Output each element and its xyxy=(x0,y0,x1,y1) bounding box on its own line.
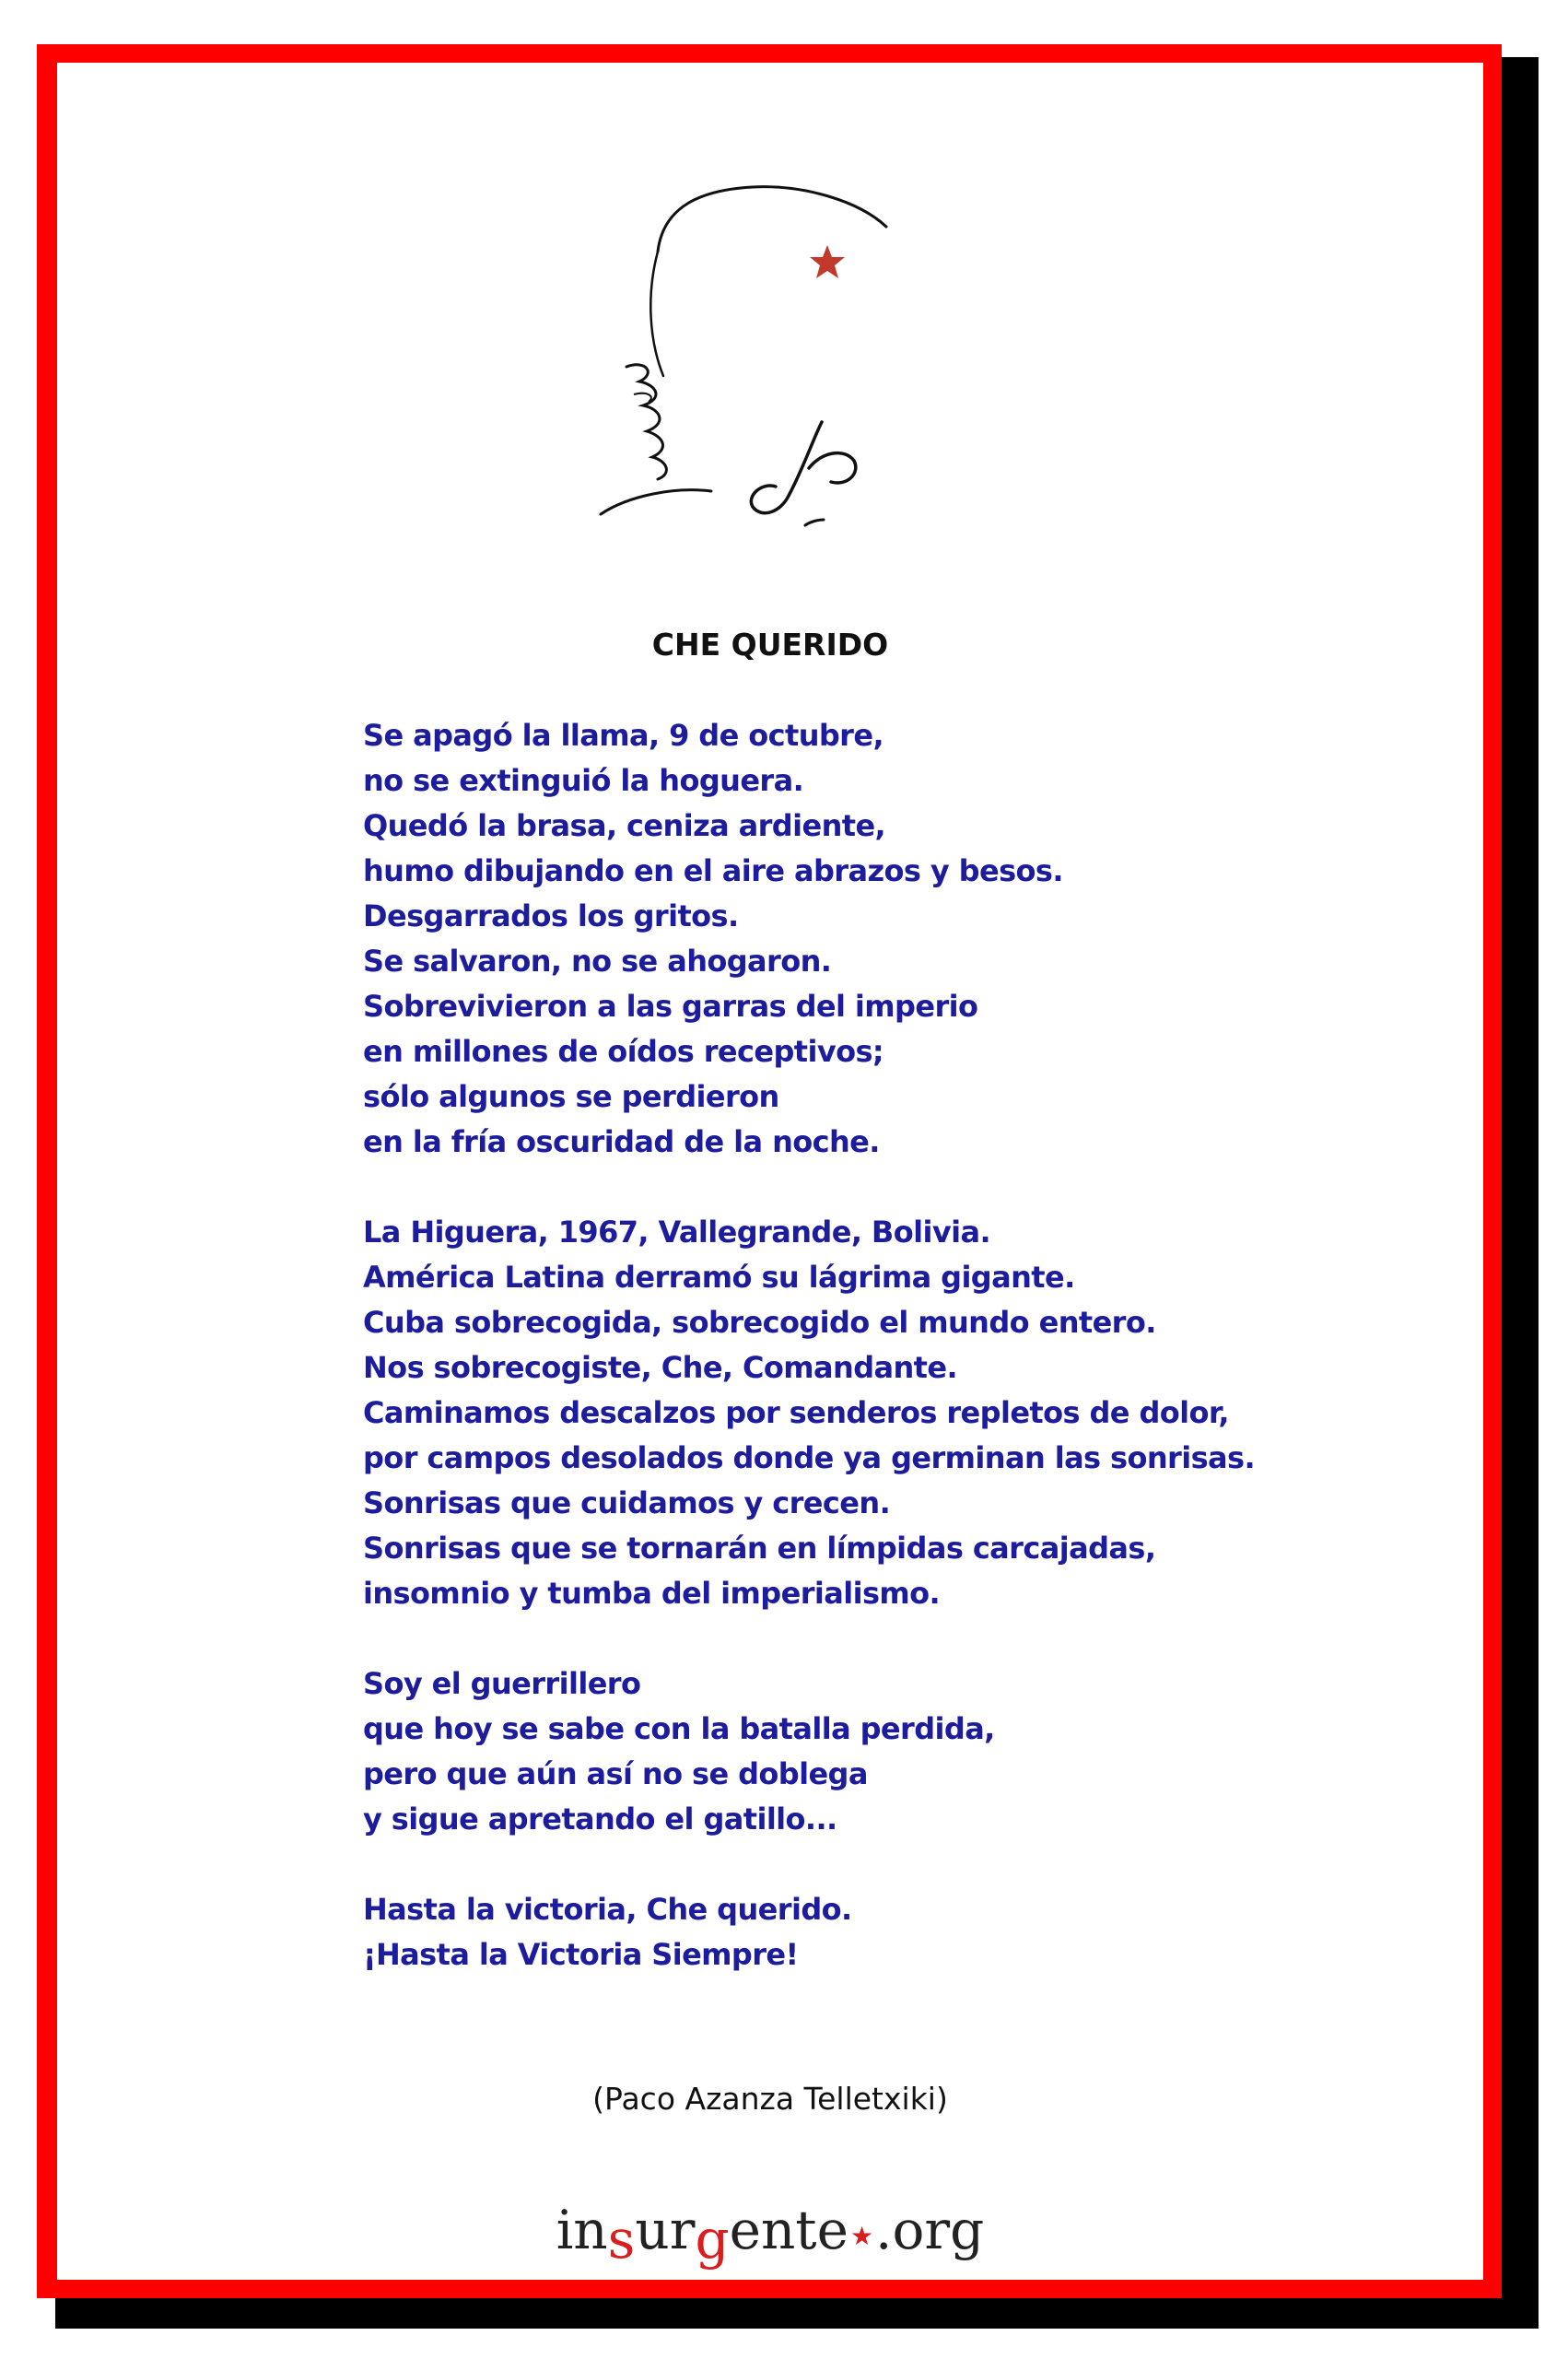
logo-text-red: s xyxy=(607,2208,636,2271)
poem-line: Soy el guerrillero xyxy=(363,1666,641,1701)
poem-line: humo dibujando en el aire abrazos y besos. xyxy=(363,853,1063,888)
poem-line: Cuba sobrecogida, sobrecogido el mundo entero. xyxy=(363,1305,1156,1340)
poem-sheet xyxy=(57,63,1483,2280)
beard-line xyxy=(626,365,666,479)
poem-line: pero que aún así no se doblega xyxy=(363,1756,868,1791)
poem-title: CHE QUERIDO xyxy=(651,627,889,663)
stanza-4 xyxy=(363,1887,1422,1978)
che-portrait-illustration xyxy=(591,164,978,533)
beret-star-icon xyxy=(810,245,845,278)
face-profile-line xyxy=(650,252,663,376)
poem-line: no se extinguió la hoguera. xyxy=(363,763,804,798)
poem-line: en la fría oscuridad de la noche. xyxy=(363,1124,880,1159)
logo-text: in xyxy=(556,2199,608,2261)
poem-line: ¡Hasta la Victoria Siempre! xyxy=(363,1937,799,1972)
insurgente-logo[interactable] xyxy=(57,2199,1483,2271)
poem-line: Se salvaron, no se ahogaron. xyxy=(363,944,832,979)
neck-line xyxy=(601,490,711,514)
logo-text-red: g xyxy=(695,2208,730,2271)
poem-line: insomnio y tumba del imperialismo. xyxy=(363,1576,941,1611)
poem-line: que hoy se sabe con la batalla perdida, xyxy=(363,1711,995,1746)
poem-line: y sigue apretando el gatillo... xyxy=(363,1802,837,1837)
stanza-1 xyxy=(363,713,1422,1165)
poem-line: Desgarrados los gritos. xyxy=(363,898,739,933)
stanza-2 xyxy=(363,1210,1422,1616)
poem-line: sólo algunos se perdieron xyxy=(363,1079,779,1114)
beret-line xyxy=(658,187,886,252)
poem-line: en millones de oídos receptivos; xyxy=(363,1034,884,1069)
poem-line: Quedó la brasa, ceniza ardiente, xyxy=(363,808,886,843)
poem-line: Sonrisas que cuidamos y crecen. xyxy=(363,1485,891,1520)
poem-line: Sonrisas que se tornarán en límpidas carcajadas, xyxy=(363,1531,1156,1566)
poem-line: Se apagó la llama, 9 de octubre, xyxy=(363,718,884,753)
poem-line: por campos desolados donde ya germinan las sonrisas. xyxy=(363,1440,1256,1475)
signature-mark xyxy=(751,422,855,513)
poem-line: América Latina derramó su lágrima gigante. xyxy=(363,1260,1075,1295)
poem-line: Hasta la victoria, Che querido. xyxy=(363,1892,852,1927)
poem-line: Sobrevivieron a las garras del imperio xyxy=(363,989,978,1024)
poem-line: Caminamos descalzos por senderos repletos de dolor, xyxy=(363,1395,1229,1430)
logo-text: .org xyxy=(875,2199,985,2261)
poem-line: La Higuera, 1967, Vallegrande, Bolivia. xyxy=(363,1215,991,1250)
logo-text: ente xyxy=(729,2199,848,2261)
poem-line: Nos sobrecogiste, Che, Comandante. xyxy=(363,1350,958,1385)
poem-author: (Paco Azanza Telletxiki) xyxy=(592,2081,948,2117)
logo-star-icon: ★ xyxy=(849,2221,874,2251)
logo-text: ur xyxy=(635,2199,696,2261)
stanza-3 xyxy=(363,1661,1422,1842)
poem-body xyxy=(363,713,1422,2023)
